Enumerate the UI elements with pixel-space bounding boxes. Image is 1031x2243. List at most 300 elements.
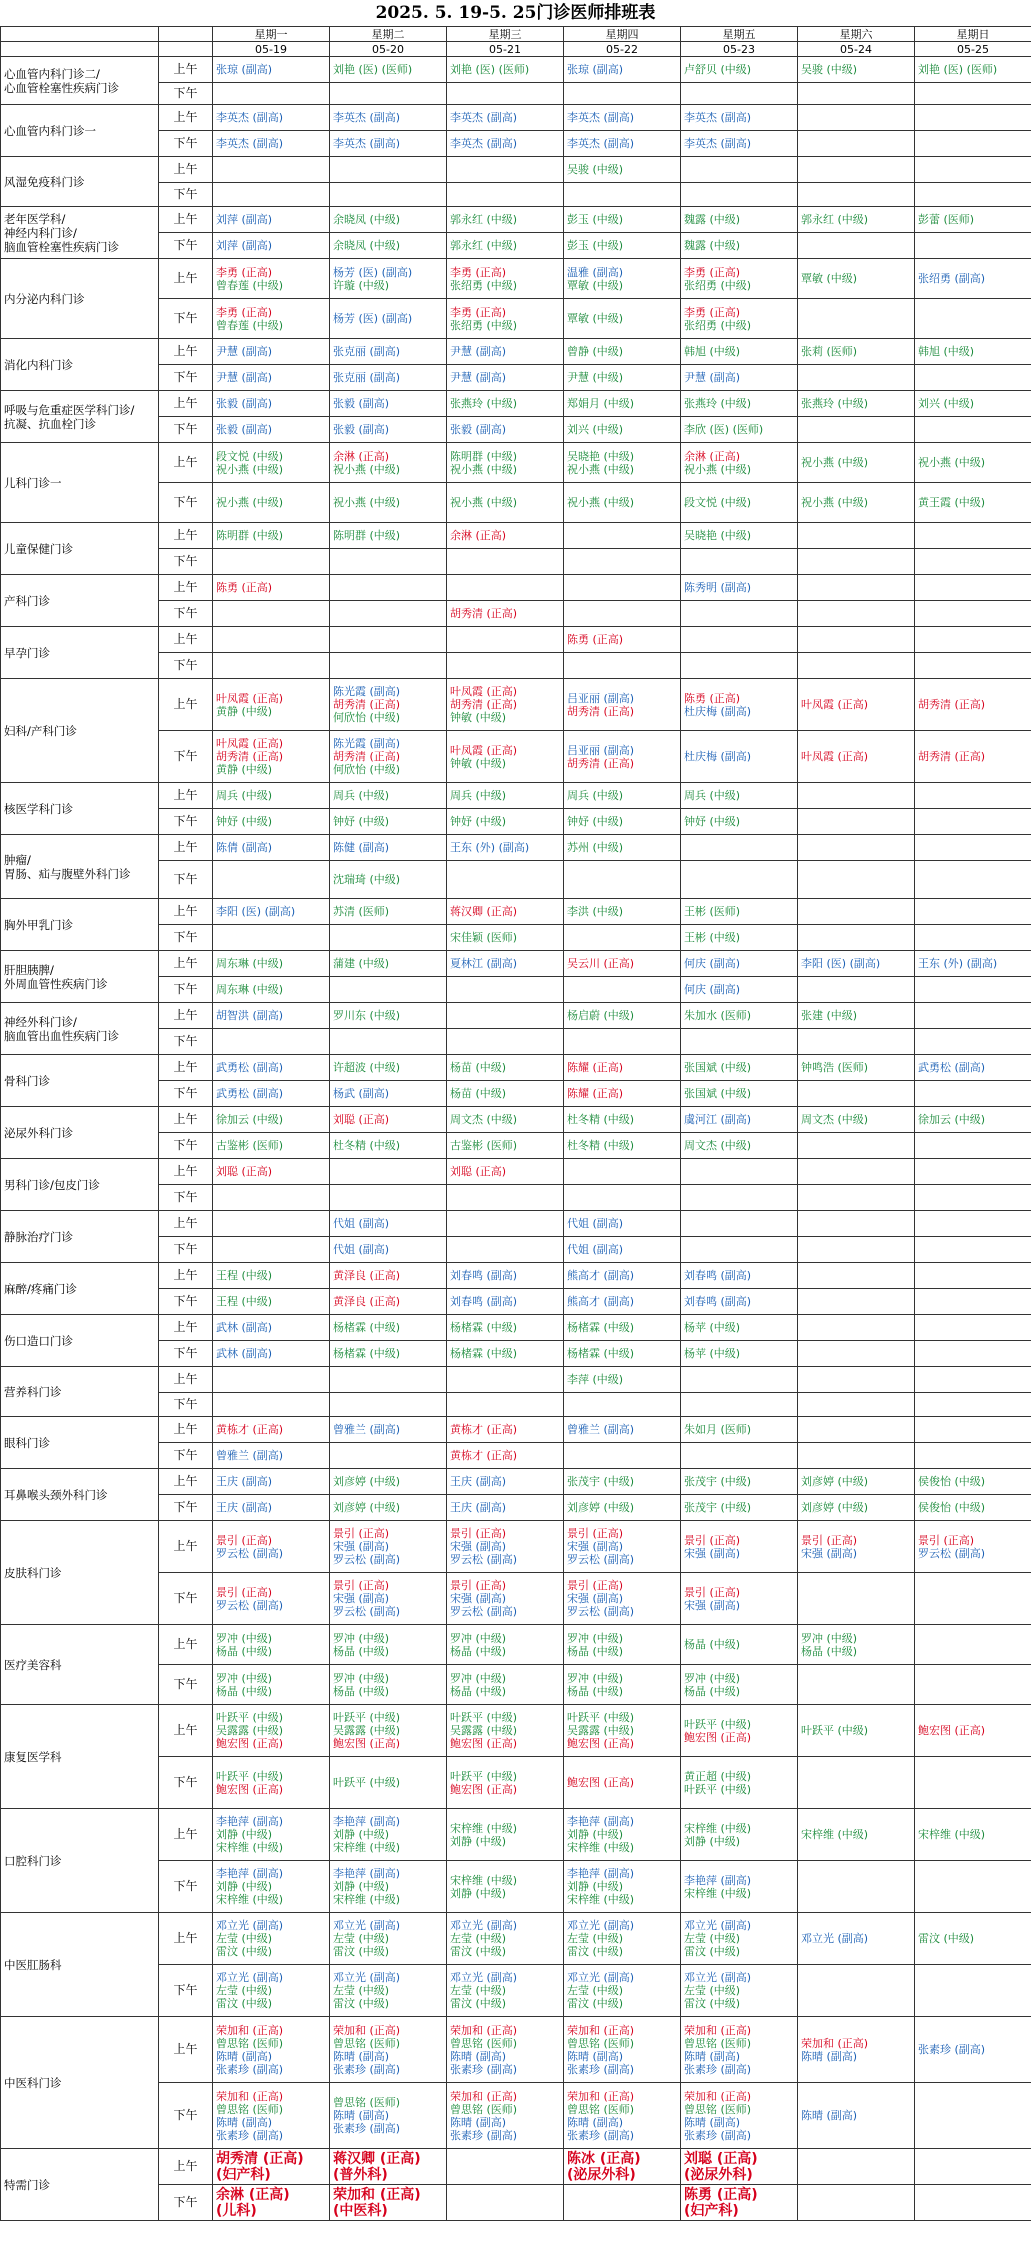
department-name: 内分泌内科门诊 — [1, 259, 159, 339]
schedule-cell — [798, 1315, 915, 1341]
schedule-cell — [798, 549, 915, 575]
half-am-label: 上午 — [159, 1809, 213, 1861]
schedule-cell — [681, 1495, 798, 1521]
schedule-cell — [447, 1367, 564, 1393]
doctor-entry: 张茂宇 (中级) — [684, 1501, 752, 1514]
doctor-entry: 吴骏 (中级) — [801, 63, 858, 76]
schedule-cell — [681, 1809, 798, 1861]
schedule-cell — [798, 925, 915, 951]
schedule-cell — [213, 1341, 330, 1367]
schedule-cell — [213, 2149, 330, 2185]
doctor-entry: 陈勇 (正高) — [684, 691, 741, 705]
header-date: 05-22 — [564, 42, 681, 57]
schedule-cell — [447, 2149, 564, 2185]
schedule-cell — [915, 57, 1031, 83]
schedule-cell — [915, 1965, 1031, 2017]
doctor-entry: 罗云松 (副高) — [450, 1553, 518, 1566]
half-pm-label: 下午 — [159, 1495, 213, 1521]
schedule-row — [1, 1211, 1031, 1237]
schedule-cell — [681, 1003, 798, 1029]
schedule-cell — [681, 1913, 798, 1965]
half-am-label: 上午 — [159, 391, 213, 417]
schedule-cell — [564, 131, 681, 157]
schedule-cell — [330, 523, 447, 549]
schedule-cell — [330, 483, 447, 523]
schedule-cell — [330, 2017, 447, 2083]
doctor-entry: 张绍勇 (中级) — [684, 318, 752, 332]
doctor-entry: 杨晶 (中级) — [450, 1644, 507, 1658]
doctor-entry: 魏露 (中级) — [684, 213, 741, 226]
doctor-entry: 张毅 (副高) — [216, 423, 273, 436]
doctor-entry: 张绍勇 (中级) — [450, 318, 518, 332]
doctor-entry: 杨芳 (医) (副高) — [333, 312, 413, 325]
doctor-entry: 陈晴 (副高) — [450, 2049, 507, 2063]
schedule-cell — [915, 365, 1031, 391]
schedule-cell — [681, 1469, 798, 1495]
schedule-cell — [447, 523, 564, 549]
half-am-label: 上午 — [159, 1417, 213, 1443]
doctor-entry: 郭永红 (中级) — [801, 213, 869, 226]
schedule-cell — [447, 483, 564, 523]
schedule-cell — [564, 1107, 681, 1133]
schedule-cell — [798, 1809, 915, 1861]
schedule-cell — [447, 653, 564, 679]
schedule-cell — [564, 731, 681, 783]
schedule-cell — [681, 417, 798, 443]
doctor-entry: 刘彦婷 (中级) — [801, 1501, 869, 1514]
schedule-cell — [798, 1081, 915, 1107]
half-pm-label: 下午 — [159, 183, 213, 207]
doctor-entry: 祝小燕 (中级) — [567, 462, 635, 476]
half-pm-label: 下午 — [159, 483, 213, 523]
schedule-cell — [330, 1417, 447, 1443]
schedule-cell — [447, 259, 564, 299]
schedule-cell — [213, 1757, 330, 1809]
doctor-entry: 尹慧 (副高) — [216, 371, 273, 384]
schedule-cell — [681, 1159, 798, 1185]
doctor-entry: 杨晶 (中级) — [216, 1644, 273, 1658]
doctor-entry: 景引 (正高) — [567, 1579, 624, 1592]
schedule-cell — [915, 1757, 1031, 1809]
schedule-cell — [798, 783, 915, 809]
doctor-entry: 雷汶 (中级) — [567, 1997, 624, 2010]
half-pm-label: 下午 — [159, 365, 213, 391]
doctor-entry: 李艳萍 (副高) — [567, 1815, 635, 1828]
doctor-entry: 刘兴 (中级) — [567, 423, 624, 436]
schedule-cell — [213, 601, 330, 627]
schedule-cell — [447, 1965, 564, 2017]
department-name: 心血管内科门诊一 — [1, 105, 159, 157]
doctor-entry: 景引 (正高) — [918, 1533, 975, 1547]
schedule-cell — [330, 1469, 447, 1495]
schedule-cell — [447, 601, 564, 627]
doctor-entry: 卢舒贝 (中级) — [684, 63, 752, 76]
doctor-entry: 黄栋才 (正高) — [216, 1423, 284, 1436]
half-pm-label: 下午 — [159, 1133, 213, 1159]
schedule-cell — [330, 1665, 447, 1705]
schedule-cell — [681, 549, 798, 575]
doctor-entry: 黄静 (中级) — [216, 763, 273, 776]
doctor-entry: 李勇 (正高) — [216, 265, 273, 279]
doctor-entry: 曾思铭 (医师) — [333, 2036, 401, 2050]
department-name: 康复医学科 — [1, 1705, 159, 1809]
doctor-entry: 张素珍 (副高) — [567, 2128, 635, 2142]
schedule-cell — [564, 1055, 681, 1081]
half-am-label: 上午 — [159, 1107, 213, 1133]
doctor-entry: 尹慧 (副高) — [216, 345, 273, 358]
schedule-cell — [213, 679, 330, 731]
doctor-entry: 宋强 (副高) — [333, 1540, 390, 1553]
doctor-entry: 李英杰 (副高) — [333, 111, 401, 124]
schedule-cell — [681, 1029, 798, 1055]
schedule-cell — [915, 1159, 1031, 1185]
doctor-entry: 刘萍 (副高) — [216, 239, 273, 252]
schedule-cell — [213, 1495, 330, 1521]
schedule-body — [1, 57, 1031, 2221]
schedule-cell — [447, 1573, 564, 1625]
doctor-entry: 叶凤霞 (正高) — [801, 750, 869, 763]
doctor-entry: 余淋 (正高) — [450, 529, 507, 542]
schedule-cell — [681, 391, 798, 417]
doctor-entry: 吴骏 (中级) — [567, 163, 624, 176]
half-am-label: 上午 — [159, 1315, 213, 1341]
doctor-entry: 王庆 (副高) — [450, 1501, 507, 1514]
schedule-cell — [564, 601, 681, 627]
schedule-cell — [564, 1625, 681, 1665]
schedule-cell — [915, 1367, 1031, 1393]
doctor-entry: 刘春鸣 (副高) — [684, 1295, 752, 1308]
schedule-cell — [330, 57, 447, 83]
header-date: 05-24 — [798, 42, 915, 57]
doctor-entry: 曾静 (中级) — [567, 345, 624, 358]
doctor-entry: 雷汶 (中级) — [567, 1945, 624, 1958]
schedule-cell — [213, 1081, 330, 1107]
schedule-cell — [213, 1573, 330, 1625]
schedule-cell — [798, 1913, 915, 1965]
doctor-entry: 陈晴 (副高) — [333, 2109, 390, 2122]
schedule-row — [1, 835, 1031, 861]
schedule-cell — [330, 731, 447, 783]
schedule-cell — [798, 1367, 915, 1393]
doctor-entry: 古鉴彬 (医师) — [216, 1139, 284, 1152]
schedule-cell — [447, 899, 564, 925]
schedule-cell — [213, 2083, 330, 2149]
schedule-cell — [213, 1029, 330, 1055]
doctor-entry: 钟妤 (中级) — [216, 815, 273, 828]
doctor-entry: 曾思铭 (医师) — [450, 2036, 518, 2050]
department-name: 心血管内科门诊二/ 心血管栓塞性疾病门诊 — [1, 57, 159, 105]
schedule-cell — [330, 1081, 447, 1107]
doctor-entry: 荣加和 (正高) — [684, 2023, 752, 2037]
department-name: 耳鼻喉头颈外科门诊 — [1, 1469, 159, 1521]
department-name: 呼吸与危重症医学科门诊/ 抗凝、抗血栓门诊 — [1, 391, 159, 443]
doctor-entry: 张茂宇 (中级) — [684, 1475, 752, 1488]
doctor-entry: 罗云松 (副高) — [333, 1553, 401, 1566]
schedule-cell — [681, 809, 798, 835]
doctor-entry: 陈冰 (正高) — [567, 2150, 641, 2167]
schedule-cell — [915, 299, 1031, 339]
schedule-cell — [564, 977, 681, 1003]
schedule-cell — [681, 1081, 798, 1107]
schedule-cell — [330, 809, 447, 835]
schedule-cell — [798, 1443, 915, 1469]
doctor-entry: 李萍 (中级) — [567, 1373, 624, 1386]
doctor-entry: 罗冲 (中级) — [567, 1671, 624, 1685]
schedule-cell — [915, 1081, 1031, 1107]
doctor-entry: 曾思铭 (医师) — [567, 2102, 635, 2116]
doctor-entry: 鲍宏图 (正高) — [450, 1737, 518, 1750]
doctor-entry: 蒋汉卿 (正高) — [450, 905, 518, 918]
schedule-cell — [564, 1367, 681, 1393]
doctor-entry: 宋梓维 (中级) — [567, 1841, 635, 1854]
schedule-cell — [915, 1913, 1031, 1965]
schedule-cell — [213, 925, 330, 951]
schedule-cell — [447, 1159, 564, 1185]
schedule-cell — [330, 339, 447, 365]
doctor-entry: 胡秀清 (正高) — [333, 750, 401, 763]
doctor-entry: 李艳萍 (副高) — [333, 1867, 401, 1880]
schedule-cell — [564, 233, 681, 259]
schedule-cell — [915, 1521, 1031, 1573]
doctor-entry: (泌尿外科) — [684, 2166, 753, 2183]
doctor-entry: 张毅 (副高) — [333, 423, 390, 436]
doctor-entry: 王庆 (副高) — [216, 1475, 273, 1488]
half-am-label: 上午 — [159, 1367, 213, 1393]
schedule-cell — [330, 443, 447, 483]
schedule-cell — [915, 1315, 1031, 1341]
doctor-entry: 刘静 (中级) — [567, 1828, 624, 1841]
doctor-entry: 周兵 (中级) — [450, 789, 507, 802]
schedule-cell — [330, 835, 447, 861]
schedule-cell — [330, 575, 447, 601]
half-am-label: 上午 — [159, 2149, 213, 2185]
doctor-entry: 刘彦婷 (中级) — [333, 1475, 401, 1488]
doctor-entry: 张素珍 (副高) — [216, 2128, 284, 2142]
half-pm-label: 下午 — [159, 131, 213, 157]
half-am-label: 上午 — [159, 1705, 213, 1757]
doctor-entry: 杨苗 (中级) — [450, 1061, 507, 1074]
doctor-entry: 张绍勇 (副高) — [918, 272, 986, 285]
doctor-entry: 尹慧 (中级) — [567, 371, 624, 384]
schedule-row — [1, 339, 1031, 365]
half-am-label: 上午 — [159, 1263, 213, 1289]
doctor-entry: 陈明群 (中级) — [333, 529, 401, 542]
schedule-cell — [681, 523, 798, 549]
schedule-cell — [915, 1107, 1031, 1133]
schedule-cell — [564, 1185, 681, 1211]
schedule-cell — [915, 575, 1031, 601]
schedule-cell — [213, 1417, 330, 1443]
schedule-cell — [564, 1263, 681, 1289]
doctor-entry: 左莹 (中级) — [333, 1932, 390, 1945]
doctor-entry: 叶凤霞 (正高) — [450, 743, 518, 757]
doctor-entry: 尹慧 (副高) — [684, 371, 741, 384]
department-name: 风湿免疫科门诊 — [1, 157, 159, 207]
doctor-entry: 张国斌 (中级) — [684, 1087, 752, 1100]
schedule-cell — [564, 157, 681, 183]
schedule-cell — [330, 2083, 447, 2149]
schedule-cell — [330, 233, 447, 259]
doctor-entry: 宋强 (副高) — [684, 1546, 741, 1560]
doctor-entry: (儿科) — [216, 2202, 257, 2219]
schedule-cell — [564, 1665, 681, 1705]
half-pm-label: 下午 — [159, 1341, 213, 1367]
doctor-entry: 杨芳 (医) (副高) — [333, 265, 413, 279]
schedule-cell — [564, 1469, 681, 1495]
doctor-entry: 段文悦 (中级) — [684, 496, 752, 509]
doctor-entry: 叶跃平 (中级) — [684, 1717, 752, 1731]
schedule-cell — [798, 809, 915, 835]
doctor-entry: 罗云松 (副高) — [918, 1546, 986, 1560]
schedule-cell — [447, 1861, 564, 1913]
schedule-cell — [681, 83, 798, 105]
schedule-cell — [798, 83, 915, 105]
schedule-cell — [213, 1861, 330, 1913]
schedule-cell — [564, 183, 681, 207]
schedule-cell — [213, 731, 330, 783]
doctor-entry: 陈晴 (副高) — [216, 2115, 273, 2129]
doctor-entry: 鲍宏图 (正高) — [333, 1737, 401, 1750]
schedule-cell — [798, 951, 915, 977]
doctor-entry: 罗云松 (副高) — [216, 1598, 284, 1612]
doctor-entry: 杨晶 (中级) — [567, 1644, 624, 1658]
schedule-cell — [915, 1469, 1031, 1495]
schedule-cell — [798, 1289, 915, 1315]
schedule-cell — [564, 1003, 681, 1029]
schedule-cell — [681, 861, 798, 899]
schedule-cell — [564, 83, 681, 105]
schedule-cell — [330, 1625, 447, 1665]
schedule-cell — [447, 1521, 564, 1573]
doctor-entry: 代姐 (副高) — [567, 1217, 624, 1230]
doctor-entry: 祝小燕 (中级) — [918, 456, 986, 469]
half-am-label: 上午 — [159, 627, 213, 653]
doctor-entry: 李勇 (正高) — [684, 265, 741, 279]
doctor-entry: 杜冬精 (中级) — [333, 1139, 401, 1152]
doctor-entry: 杨武 (副高) — [333, 1087, 390, 1100]
schedule-cell — [681, 1573, 798, 1625]
schedule-cell — [447, 2083, 564, 2149]
schedule-cell — [915, 861, 1031, 899]
schedule-cell — [564, 207, 681, 233]
schedule-cell — [564, 365, 681, 391]
doctor-entry: 曾思铭 (医师) — [567, 2036, 635, 2050]
half-am-label: 上午 — [159, 835, 213, 861]
schedule-cell — [213, 131, 330, 157]
schedule-cell — [798, 57, 915, 83]
doctor-entry: 侯俊怡 (中级) — [918, 1475, 986, 1488]
doctor-entry: 雷汶 (中级) — [918, 1932, 975, 1945]
doctor-entry: 陈晴 (副高) — [801, 2109, 858, 2122]
doctor-entry: 胡秀清 (正高) — [918, 698, 986, 711]
schedule-cell — [213, 861, 330, 899]
doctor-entry: 胡秀清 (正高) — [450, 607, 518, 620]
schedule-cell — [447, 299, 564, 339]
doctor-entry: 杨晶 (中级) — [801, 1644, 858, 1658]
schedule-row — [1, 2149, 1031, 2185]
schedule-cell — [330, 1705, 447, 1757]
doctor-entry: 刘兴 (中级) — [918, 397, 975, 410]
header-date: 05-25 — [915, 42, 1031, 57]
doctor-entry: 张素珍 (副高) — [684, 2128, 752, 2142]
schedule-cell — [213, 653, 330, 679]
doctor-entry: 刘春鸣 (副高) — [450, 1295, 518, 1308]
half-pm-label: 下午 — [159, 861, 213, 899]
doctor-entry: 陈秀明 (副高) — [684, 581, 752, 594]
schedule-cell — [213, 549, 330, 575]
department-name: 核医学科门诊 — [1, 783, 159, 835]
doctor-entry: 刘艳 (医) (医师) — [918, 63, 998, 76]
doctor-entry: 宋梓维 (中级) — [918, 1828, 986, 1841]
schedule-cell — [447, 783, 564, 809]
schedule-cell — [798, 233, 915, 259]
schedule-cell — [915, 2149, 1031, 2185]
doctor-entry: 李阳 (医) (副高) — [801, 957, 881, 970]
schedule-cell — [447, 365, 564, 391]
schedule-cell — [447, 861, 564, 899]
half-pm-label: 下午 — [159, 977, 213, 1003]
schedule-cell — [915, 183, 1031, 207]
schedule-cell — [564, 1237, 681, 1263]
schedule-cell — [798, 1965, 915, 2017]
doctor-entry: 景引 (正高) — [333, 1527, 390, 1540]
schedule-cell — [798, 1705, 915, 1757]
doctor-entry: 杨楮霖 (中级) — [333, 1347, 401, 1360]
department-name: 早孕门诊 — [1, 627, 159, 679]
schedule-cell — [330, 601, 447, 627]
schedule-cell — [330, 1315, 447, 1341]
schedule-cell — [681, 925, 798, 951]
doctor-entry: 杨楮霖 (中级) — [333, 1321, 401, 1334]
schedule-cell — [915, 207, 1031, 233]
schedule-cell — [681, 1443, 798, 1469]
schedule-cell — [447, 1107, 564, 1133]
department-name: 神经外科门诊/ 脑血管出血性疾病门诊 — [1, 1003, 159, 1055]
schedule-cell — [564, 835, 681, 861]
schedule-cell — [681, 1133, 798, 1159]
schedule-cell — [915, 653, 1031, 679]
schedule-cell — [330, 899, 447, 925]
doctor-entry: 许璇 (中级) — [333, 278, 390, 292]
schedule-cell — [447, 575, 564, 601]
doctor-entry: 沈瑞琦 (中级) — [333, 873, 401, 886]
doctor-entry: 宋强 (副高) — [567, 1540, 624, 1553]
doctor-entry: 李艳萍 (副高) — [216, 1867, 284, 1880]
schedule-cell — [330, 299, 447, 339]
doctor-entry: 古鉴彬 (医师) — [450, 1139, 518, 1152]
doctor-entry: 武林 (副高) — [216, 1321, 273, 1334]
schedule-row — [1, 1055, 1031, 1081]
schedule-cell — [681, 1417, 798, 1443]
half-pm-label: 下午 — [159, 549, 213, 575]
doctor-entry: 叶跃平 (中级) — [333, 1776, 401, 1789]
schedule-row — [1, 1705, 1031, 1757]
doctor-entry: 叶跃平 (中级) — [216, 1769, 284, 1783]
department-name: 肝胆胰脾/ 外周血管性疾病门诊 — [1, 951, 159, 1003]
half-pm-label: 下午 — [159, 233, 213, 259]
doctor-entry: 鲍宏图 (正高) — [450, 1782, 518, 1796]
half-pm-label: 下午 — [159, 1081, 213, 1107]
schedule-cell — [213, 1003, 330, 1029]
doctor-entry: 熊高才 (副高) — [567, 1269, 635, 1282]
schedule-cell — [330, 1913, 447, 1965]
schedule-cell — [915, 417, 1031, 443]
schedule-cell — [330, 1133, 447, 1159]
schedule-cell — [798, 1133, 915, 1159]
schedule-cell — [330, 1573, 447, 1625]
schedule-cell — [798, 1665, 915, 1705]
schedule-cell — [681, 1393, 798, 1417]
